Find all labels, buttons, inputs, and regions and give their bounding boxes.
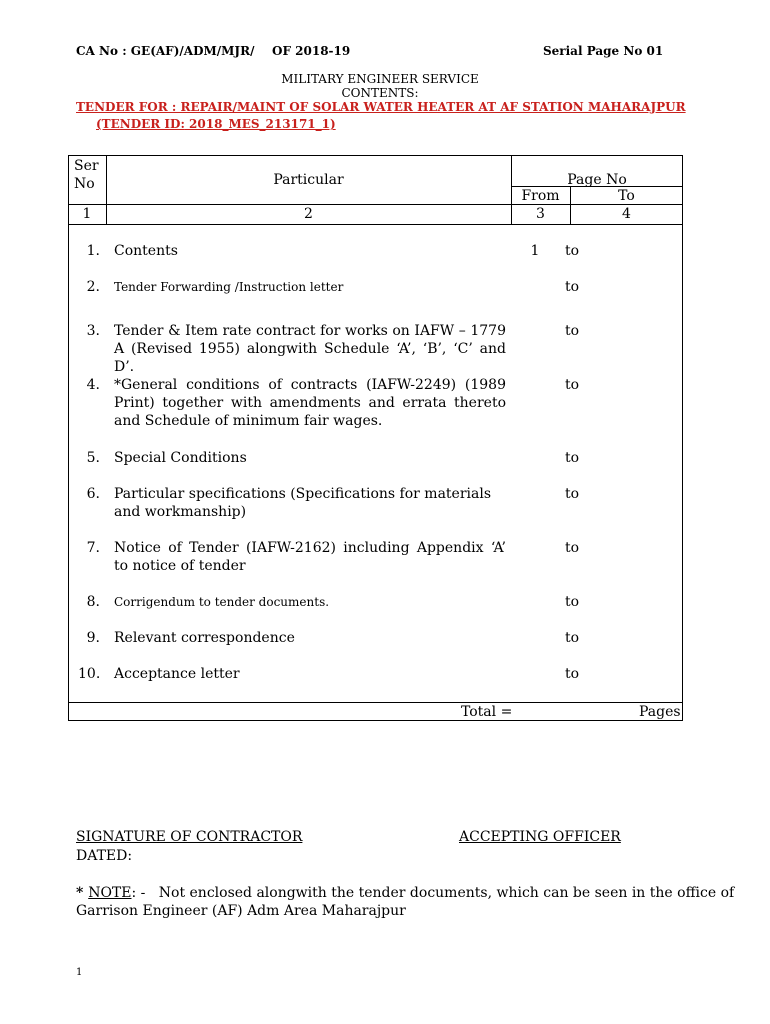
row-page-to: to	[564, 243, 580, 259]
tender-id-label: (TENDER ID:	[96, 117, 185, 131]
header-ser-line2: No	[74, 176, 95, 192]
row-particular: Corrigendum to tender documents.	[114, 595, 330, 609]
org-title: MILITARY ENGINEER SERVICE	[281, 72, 479, 86]
row-number: 7.	[86, 540, 100, 556]
note	[76, 885, 734, 901]
row-page-to: to	[564, 279, 580, 295]
row-page-to: to	[564, 486, 580, 502]
row-particular: *General conditions of contracts (IAFW-2249) (1989 Print) together with amendments and errata thereto and Schedule of minimum fair wages.	[114, 377, 506, 429]
row-number: 8.	[86, 594, 100, 610]
row-number: 1.	[86, 243, 100, 259]
note-label: NOTE	[88, 885, 132, 901]
row-number: 9.	[86, 630, 100, 646]
row-particular: Tender & Item rate contract for works on IAFW – 1779 A (Revised 1955) alongwith Schedule ‘A’, ‘B’, ‘C’ and D’.	[114, 323, 506, 375]
row-page-to: to	[564, 594, 580, 610]
note-text-line1: Not enclosed alongwith the tender documents, which can be seen in the office of	[158, 885, 735, 901]
note-star: *	[76, 885, 89, 901]
col-number: 1	[82, 206, 92, 222]
col-number: 3	[536, 206, 545, 222]
total-top-line	[68, 702, 683, 703]
tender-id-value: 2018_MES_213171_1)	[184, 117, 336, 131]
ca-number: CA No : GE(AF)/ADM/MJR/	[76, 44, 255, 58]
accepting-officer: ACCEPTING OFFICER	[459, 829, 621, 845]
row-page-to: to	[564, 540, 580, 556]
row-page-to: to	[564, 630, 580, 646]
header-no	[74, 175, 95, 193]
note-separator: : -	[131, 885, 146, 901]
row-particular: Relevant correspondence	[114, 630, 295, 646]
row-page-from: 1	[530, 243, 540, 259]
row-page-to: to	[564, 666, 580, 682]
row-number: 4.	[86, 377, 100, 393]
row-number: 6.	[86, 486, 100, 502]
header-ser-line1: Ser	[74, 158, 99, 174]
row-particular: Tender Forwarding /Instruction letter	[114, 280, 344, 294]
serial-page-number: Serial Page No 01	[543, 44, 664, 58]
tender-id-line	[96, 117, 336, 131]
row-page-to: to	[564, 377, 580, 393]
row-number: 5.	[86, 450, 100, 466]
row-particular: Acceptance letter	[114, 666, 240, 682]
col-number-bottom-line	[68, 224, 683, 225]
contractor-signature: SIGNATURE OF CONTRACTOR	[76, 829, 303, 845]
header-from: From	[521, 188, 560, 204]
row-particular: Particular specifications (Specifications for materials and workmanship)	[114, 486, 492, 520]
row-number: 3.	[86, 323, 100, 339]
row-page-to: to	[564, 323, 580, 339]
row-particular: Notice of Tender (IAFW-2162) including Appendix ‘A’ to notice of tender	[114, 540, 506, 574]
col-number: 4	[622, 206, 631, 222]
contents-title: CONTENTS:	[341, 86, 419, 100]
row-number: 10.	[78, 666, 101, 682]
total-label: Total =	[461, 704, 513, 720]
footer-page-number: 1	[76, 967, 83, 978]
header-to: To	[618, 188, 635, 204]
dated-label: DATED:	[76, 848, 133, 864]
row-particular: Contents	[114, 243, 178, 259]
row-page-to: to	[564, 450, 580, 466]
financial-year: OF 2018-19	[272, 44, 351, 58]
header-ser	[74, 157, 99, 175]
pages-label: Pages	[639, 704, 681, 720]
header-page-no: Page No	[567, 172, 627, 188]
note-text-line2: Garrison Engineer (AF) Adm Area Maharajpur	[76, 903, 406, 919]
row-particular: Special Conditions	[114, 450, 247, 466]
col-number: 2	[304, 206, 313, 222]
tender-for-line: TENDER FOR : REPAIR/MAINT OF SOLAR WATER HEATER AT AF STATION MAHARAJPUR	[76, 100, 686, 114]
header-particular: Particular	[273, 172, 344, 188]
row-number: 2.	[86, 279, 100, 295]
